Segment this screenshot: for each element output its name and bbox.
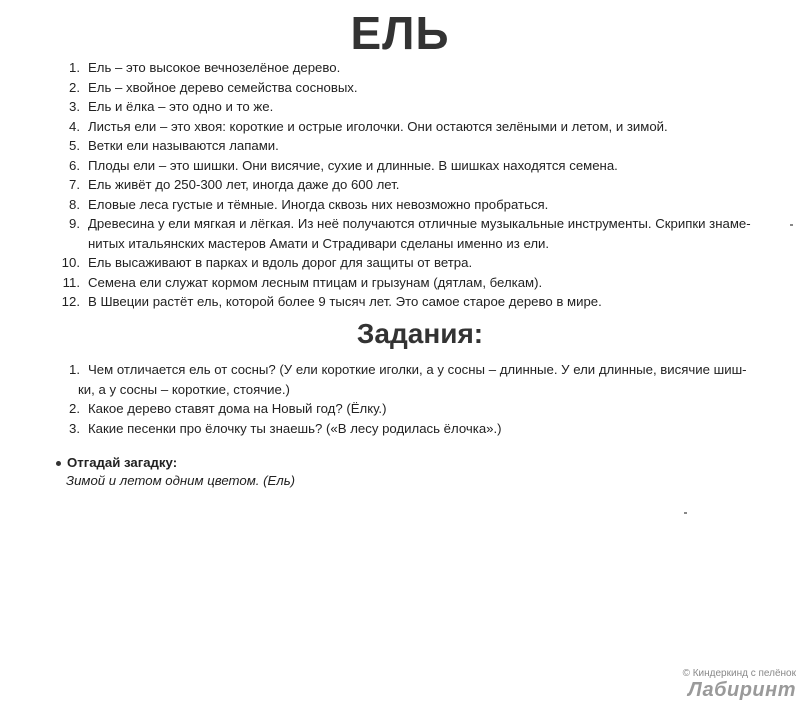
list-item: 5. Ветки ели называются лапами.	[69, 138, 279, 153]
list-item: 8. Еловые леса густые и тёмные. Иногда сквозь них невозможно пробраться.	[69, 196, 549, 212]
tasks-title: Задания:	[356, 318, 484, 349]
watermark-caption: © Киндеркинд с пелёнок	[682, 668, 796, 679]
list-item: 3. Ель и ёлка – это одно и то же.	[69, 99, 274, 114]
list-item: 4. Листья ели – это хвоя: короткие и острые иголочки. Они остаются зелёными и летом, и зимой.	[69, 118, 668, 134]
list-item: 7. Ель живёт до 250-300 лет, иногда даже до 600 лет.	[69, 177, 400, 192]
list-item: 6. Плоды ели – это шишки. Они висячие, сухие и длинные. В шишках находятся семена.	[69, 157, 618, 173]
riddle-text: Зимой и летом одним цветом. (Ель)	[66, 473, 296, 488]
list-item: 11. Семена ели служат кормом лесным птицам и грызунам (дятлам, белкам).	[62, 274, 543, 290]
list-item-continuation: ки, а у сосны – короткие, стоячие.)	[78, 381, 290, 397]
list-item: 2. Ель – хвойное дерево семейства сосновых.	[69, 79, 358, 95]
riddle-block	[56, 454, 756, 490]
scan-speck	[684, 512, 687, 514]
tasks-list	[48, 360, 793, 438]
scan-speck	[790, 224, 793, 226]
page-title: ЕЛЬ	[350, 7, 450, 59]
list-item: 3. Какие песенки про ёлочку ты знаешь? («В лесу родилась ёлочка».)	[69, 420, 502, 436]
list-item: 9. Древесина у ели мягкая и лёгкая. Из неё получаются отличные музыкальные инструменты. Скрипки знаме-	[69, 216, 751, 231]
watermark	[683, 668, 796, 702]
list-item-continuation: нитых итальянских мастеров Амати и Страдивари сделаны именно из ели.	[88, 235, 550, 251]
list-item: 12. В Швеции растёт ель, которой более 9 тысяч лет. Это самое старое дерево в мире.	[61, 294, 602, 309]
watermark-logo: Лабиринт	[687, 679, 796, 701]
list-item: 1. Ель – это высокое вечнозелёное дерево.	[69, 60, 341, 75]
list-item: 10. Ель высаживают в парках и вдоль дорог для защиты от ветра.	[61, 255, 473, 270]
list-item: 2. Какое дерево ставят дома на Новый год? (Ёлку.)	[69, 401, 387, 416]
bullet-icon	[56, 461, 61, 466]
riddle-heading-text: Отгадай загадку:	[67, 455, 178, 470]
riddle-heading	[56, 454, 756, 472]
facts-list	[48, 58, 788, 312]
list-item: 1. Чем отличается ель от сосны? (У ели короткие иголки, а у сосны – длинные. У ели длинные, висячие шиш-	[69, 362, 747, 377]
